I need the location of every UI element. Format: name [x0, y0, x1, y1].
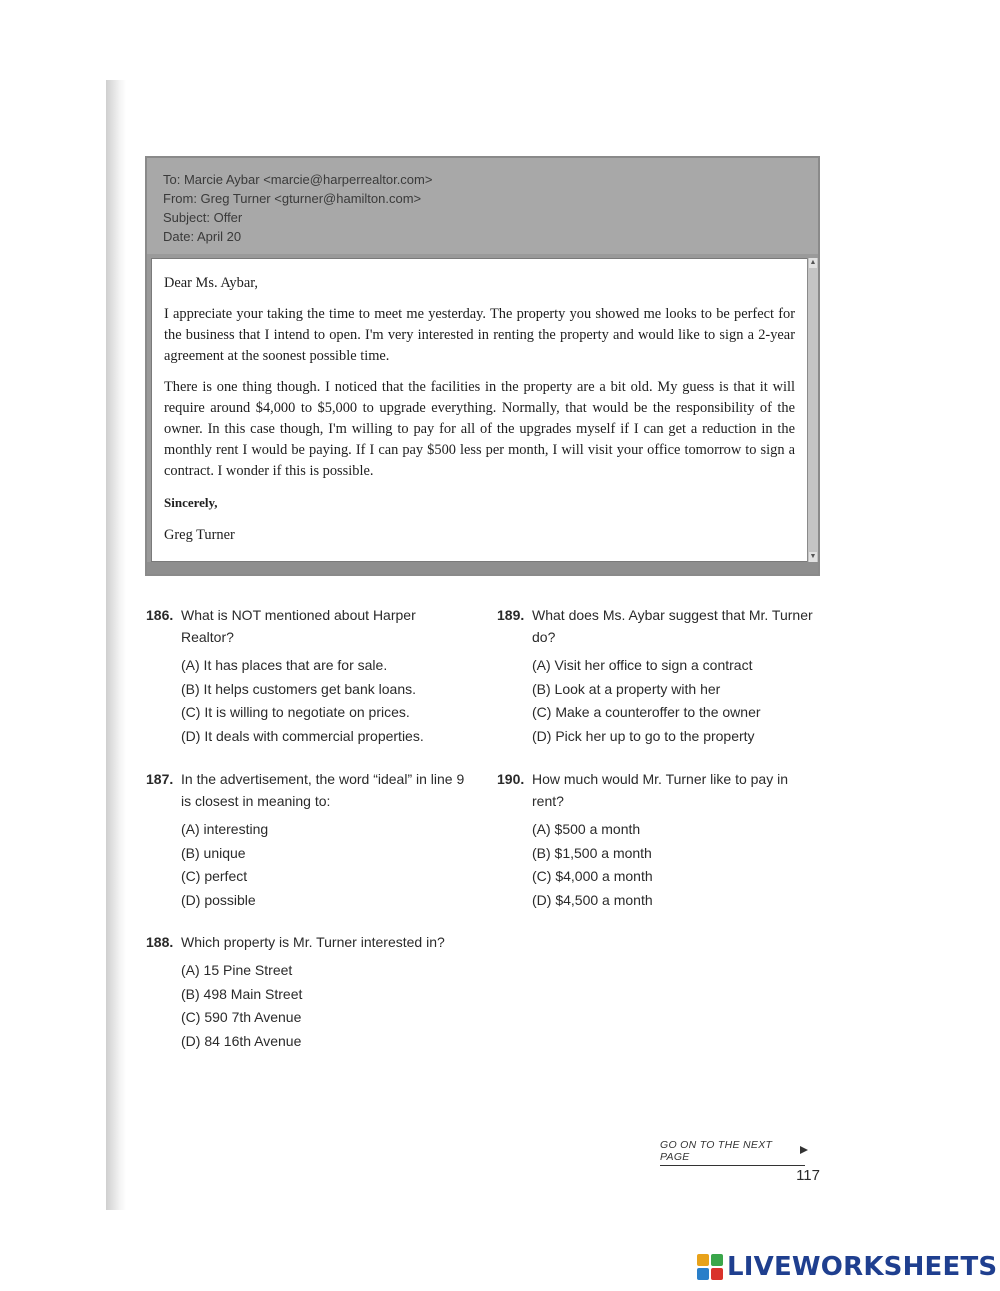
- email-window: [145, 156, 820, 576]
- liveworksheets-logo: [697, 1250, 997, 1284]
- option-c[interactable]: (C) 590 7th Avenue: [181, 1009, 302, 1026]
- question-text: What does Ms. Aybar suggest that Mr. Turner do?: [532, 607, 813, 645]
- question-189: [497, 604, 817, 748]
- email-header: [147, 158, 818, 254]
- email-paragraph-1: I appreciate your taking the time to meet me yesterday. The property you showed me looks to be perfect for the business that I intend to open. I'm very interested in renting the property and would like to sign a 2-year agreement at the soonest possible time.: [164, 306, 795, 364]
- option-c[interactable]: (C) $4,000 a month: [532, 868, 653, 885]
- page-binding-shadow: [106, 80, 126, 1210]
- email-closing: Sincerely,: [164, 495, 218, 510]
- option-list: [532, 818, 817, 912]
- question-text: Which property is Mr. Turner interested in?: [181, 934, 445, 950]
- liveworksheets-wordmark: LIVEWORKSHEETS: [727, 1252, 998, 1282]
- email-bottom-bar: [147, 562, 818, 574]
- email-from: From: Greg Turner <gturner@hamilton.com>: [163, 191, 422, 206]
- email-subject: Subject: Offer: [163, 210, 243, 225]
- option-b[interactable]: (B) 498 Main Street: [181, 985, 303, 1002]
- option-c[interactable]: (C) Make a counteroffer to the owner: [532, 704, 761, 721]
- question-187: [146, 768, 466, 912]
- question-number: 190.: [497, 771, 525, 787]
- option-a[interactable]: (A) interesting: [181, 821, 269, 837]
- question-number: 189.: [497, 607, 525, 623]
- option-d[interactable]: (D) 84 16th Avenue: [181, 1032, 302, 1049]
- question-number: 187.: [146, 771, 174, 787]
- arrow-right-icon: [800, 1146, 808, 1154]
- question-188: [146, 931, 466, 1053]
- go-on-next-page: GO ON TO THE NEXT PAGE: [660, 1139, 805, 1166]
- question-text: What is NOT mentioned about Harper Realtor?: [181, 607, 416, 645]
- option-d[interactable]: (D) It deals with commercial properties.: [181, 727, 424, 744]
- scroll-down-icon[interactable]: ▼: [809, 553, 817, 560]
- email-greeting: Dear Ms. Aybar,: [164, 275, 259, 291]
- email-paragraph-2: There is one thing though. I noticed that the facilities in the property are a bit old. My guess is that it will require around $4,000 to $5,000 to upgrade everything. Normally, that would be the responsibility of the owner. In this case though, I'm willing to pay for all of the upgrades myself if I can get a reduction in the monthly rent I would be paying. If I can pay $500 less per month, I will visit your office tomorrow to sign a contract. I wonder if this is possible.: [164, 379, 795, 479]
- option-b[interactable]: (B) It helps customers get bank loans.: [181, 680, 416, 697]
- option-list: [532, 654, 817, 748]
- question-190: [497, 768, 817, 912]
- email-scrollbar[interactable]: [807, 258, 818, 562]
- option-d[interactable]: (D) $4,500 a month: [532, 891, 653, 908]
- option-a[interactable]: (A) It has places that are for sale.: [181, 657, 388, 673]
- question-text: In the advertisement, the word “ideal” in line 9 is closest in meaning to:: [181, 771, 465, 809]
- option-d[interactable]: (D) possible: [181, 891, 256, 908]
- email-signature: Greg Turner: [164, 527, 235, 543]
- question-number: 186.: [146, 607, 174, 623]
- option-d[interactable]: (D) Pick her up to go to the property: [532, 727, 755, 744]
- option-list: [181, 959, 466, 1053]
- option-c[interactable]: (C) It is willing to negotiate on prices.: [181, 704, 410, 721]
- option-list: [181, 654, 466, 748]
- option-b[interactable]: (B) Look at a property with her: [532, 680, 721, 697]
- option-c[interactable]: (C) perfect: [181, 868, 248, 885]
- question-186: [146, 604, 466, 748]
- option-b[interactable]: (B) unique: [181, 844, 246, 861]
- page-number: 117: [796, 1167, 820, 1184]
- liveworksheets-icon: [697, 1254, 723, 1280]
- option-a[interactable]: (A) $500 a month: [532, 821, 641, 837]
- scroll-up-icon[interactable]: ▲: [809, 259, 817, 266]
- question-number: 188.: [146, 934, 174, 950]
- question-text: How much would Mr. Turner like to pay in rent?: [532, 771, 788, 809]
- email-to: To: Marcie Aybar <marcie@harperrealtor.com>: [163, 172, 433, 187]
- option-list: [181, 818, 466, 912]
- option-b[interactable]: (B) $1,500 a month: [532, 844, 652, 861]
- email-date: Date: April 20: [163, 229, 242, 244]
- email-body: [151, 258, 808, 562]
- option-a[interactable]: (A) 15 Pine Street: [181, 962, 293, 978]
- option-a[interactable]: (A) Visit her office to sign a contract: [532, 657, 753, 673]
